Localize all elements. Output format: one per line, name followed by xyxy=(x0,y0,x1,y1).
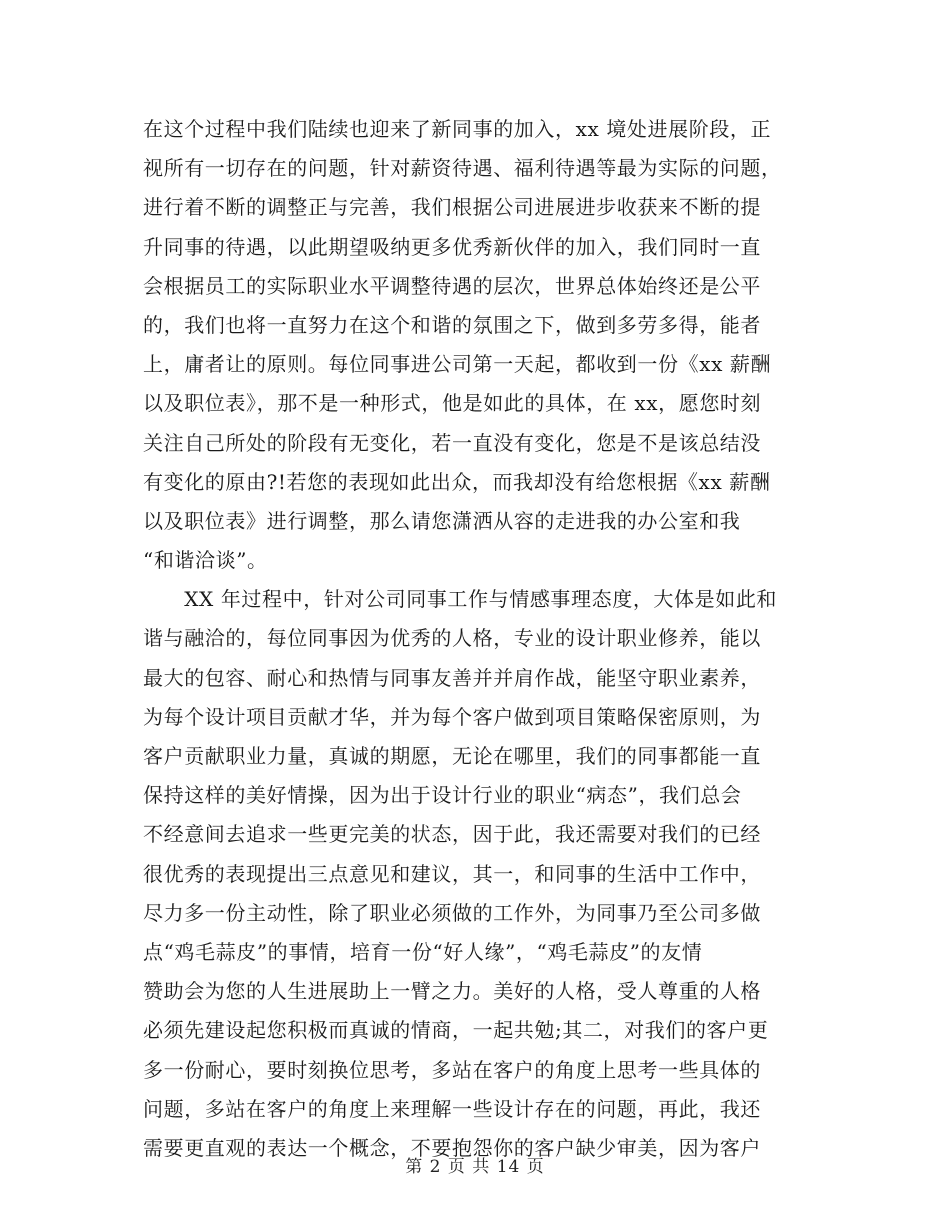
paragraph-1 xyxy=(143,110,813,580)
text-line: 会根据员工的实际职业水平调整待遇的层次，世界总体始终还是公平 xyxy=(143,273,761,298)
text-line: 以及职位表》进行调整，那么请您潇洒从容的走进我的办公室和我 xyxy=(143,508,741,533)
page-number-footer: 第 2 页 共 14 页 xyxy=(405,1157,545,1177)
text-line: 以及职位表》，那不是一种形式，他是如此的具体，在 xx，愿您时刻 xyxy=(143,391,762,416)
text-line: 最大的包容、耐心和热情与同事友善并并肩作战，能坚守职业素养， xyxy=(143,665,761,690)
text-line: 视所有一切存在的问题，针对薪资待遇、福利待遇等最为实际的问题， xyxy=(143,156,782,181)
text-line: 保持这样的美好情操，因为出于设计行业的职业“病态”，我们总会 xyxy=(143,783,742,808)
text-line: 点“鸡毛蒜皮”的事情，培育一份“好人缘”，“鸡毛蒜皮”的友情 xyxy=(143,939,703,964)
text-line: 谐与融洽的，每位同事因为优秀的人格，专业的设计职业修养，能以 xyxy=(143,626,761,651)
text-line: 进行着不断的调整正与完善，我们根据公司进展进步收获来不断的提 xyxy=(143,195,761,220)
text-line: 必须先建设起您积极而真诚的情商，一起共勉;其二，对我们的客户更 xyxy=(143,1018,769,1043)
text-line: 很优秀的表现提出三点意见和建议，其一，和同事的生活中工作中， xyxy=(143,861,761,886)
text-line: 有变化的原由?!若您的表现如此出众，而我却没有给您根据《xx 薪酬 xyxy=(143,469,771,494)
paragraph-2 xyxy=(143,580,813,1168)
text-line: 升同事的待遇，以此期望吸纳更多优秀新伙伴的加入，我们同时一直 xyxy=(143,234,761,259)
text-line: 为每个设计项目贡献才华，并为每个客户做到项目策略保密原则，为 xyxy=(143,704,761,729)
text-line: XX 年过程中，针对公司同事工作与情感事理态度，大体是如此和 xyxy=(143,587,778,612)
text-line: 问题，多站在客户的角度上来理解一些设计存在的问题，再此，我还 xyxy=(143,1096,761,1121)
text-line: 不经意间去追求一些更完美的状态，因于此，我还需要对我们的已经 xyxy=(143,822,761,847)
text-line: 上，庸者让的原则。每位同事进公司第一天起，都收到一份《xx 薪酬 xyxy=(143,352,772,377)
text-line: 多一份耐心，要时刻换位思考，多站在客户的角度上思考一些具体的 xyxy=(143,1057,761,1082)
text-line: 尽力多一份主动性，除了职业必须做的工作外，为同事乃至公司多做 xyxy=(143,900,761,925)
text-line: 的，我们也将一直努力在这个和谐的氛围之下，做到多劳多得，能者 xyxy=(143,312,761,337)
text-line: 需要更直观的表达一个概念，不要抱怨你的客户缺少审美，因为客户 xyxy=(143,1135,761,1160)
body-text xyxy=(143,110,813,1168)
text-line: 关注自己所处的阶段有无变化，若一直没有变化，您是不是该总结没 xyxy=(143,430,761,455)
text-line: 在这个过程中我们陆续也迎来了新同事的加入，xx 境处进展阶段，正 xyxy=(143,117,772,141)
text-line: 客户贡献职业力量，真诚的期愿，无论在哪里，我们的同事都能一直 xyxy=(143,744,761,768)
text-line: “和谐洽谈”。 xyxy=(143,548,268,573)
text-line: 赞助会为您的人生进展助上一臂之力。美好的人格，受人尊重的人格 xyxy=(143,979,761,1004)
